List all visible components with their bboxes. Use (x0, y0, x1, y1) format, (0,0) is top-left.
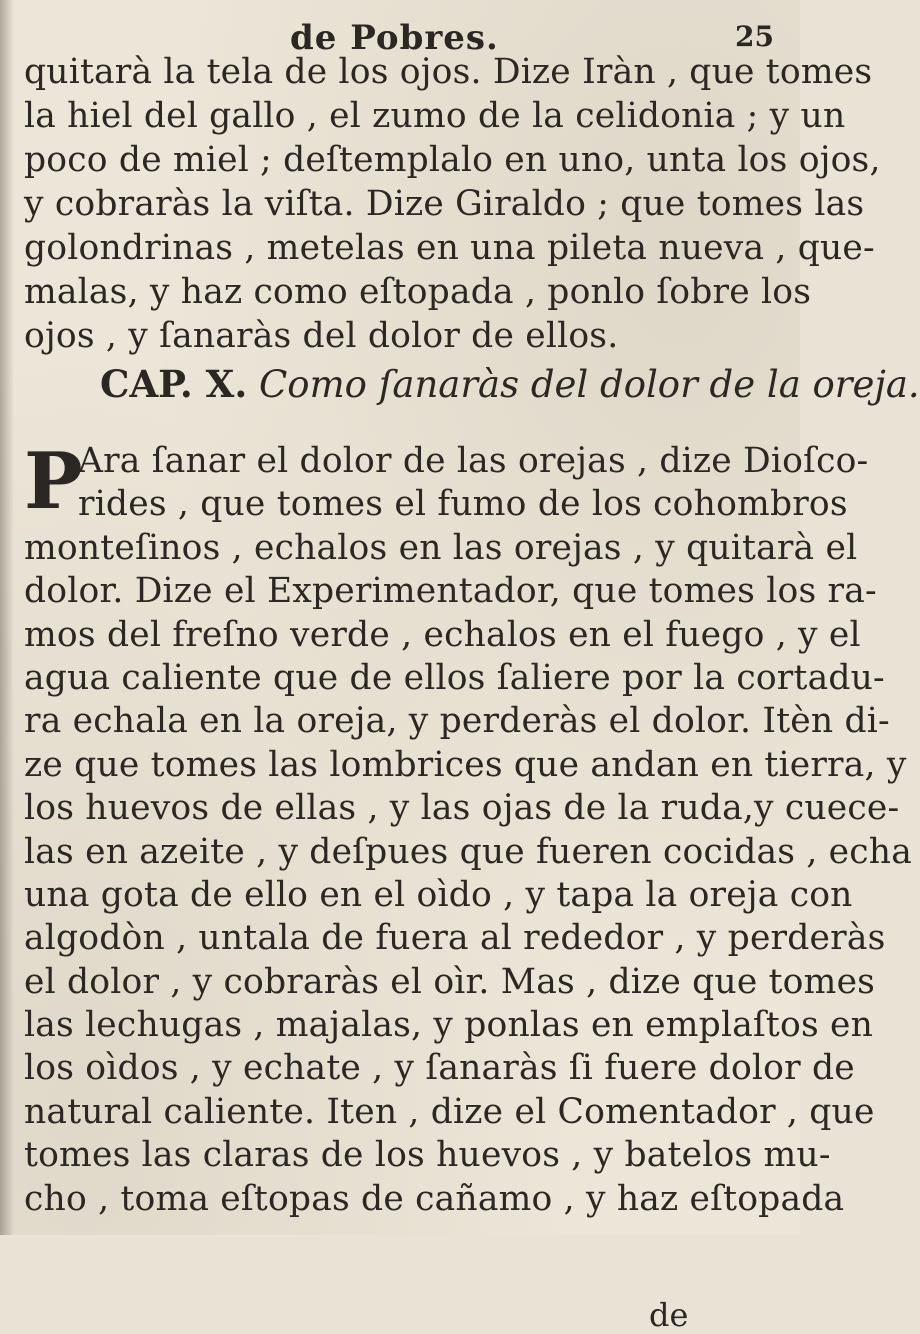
text-line: malas, y haz como eſtopada , ponlo ſobre los (24, 272, 812, 312)
text-line: poco de miel ; deſtemplalo en uno, unta los ojos, (24, 140, 881, 180)
chapter-body (24, 436, 912, 1334)
text-line: las en azeite , y deſpues que fueren cocidas , echa (24, 831, 912, 872)
text-line: las lechugas , majalas, y ponlas en emplaſtos en (24, 1005, 874, 1046)
drop-cap: P (24, 436, 83, 527)
page-gutter-shadow (0, 0, 14, 1235)
text-line: el dolor , y cobraràs el oìr. Mas , dize que tomes (24, 961, 876, 1002)
text-line: cho , toma eſtopas de cañamo , y haz eſtopada (24, 1178, 845, 1219)
text-line: y cobraràs la viſta. Dize Giraldo ; que tomes las (24, 184, 865, 224)
text-line: mos del freſno verde , echalos en el fuego , y el (24, 614, 861, 655)
text-line: golondrinas , metelas en una pileta nueva , que- (24, 228, 875, 268)
chapter-heading (100, 362, 920, 406)
running-title: de Pobres. (290, 18, 499, 58)
text-line: rides , que tomes el fumo de los cohombros (78, 484, 848, 525)
text-line: quitarà la tela de los ojos. Dize Iràn , que tomes (24, 52, 873, 92)
text-line: algodòn , untala de fuera al rededor , y perderàs (24, 918, 886, 959)
text-line: agua caliente que de ellos ſaliere por la cortadu- (24, 657, 885, 698)
text-line: natural caliente. Iten , dize el Comentador , que (24, 1091, 875, 1132)
text-line: dolor. Dize el Experimentador, que tomes los ra- (24, 571, 877, 612)
text-line: ojos , y ſanaràs del dolor de ellos. (24, 316, 619, 356)
text-line: Ara ſanar el dolor de las orejas , dize Dioſco- (78, 441, 869, 481)
text-line: ra echala en la oreja, y perderàs el dolor. Itèn di- (24, 701, 890, 742)
text-line: una gota de ello en el oìdo , y tapa la oreja con (24, 874, 853, 915)
page-number: 25 (735, 20, 774, 53)
chapter-label: CAP. X. (100, 362, 248, 406)
text-line: monteſinos , echalos en las orejas , y quitarà el (24, 527, 858, 568)
chapter-title: Como ſanaràs del dolor de la oreja. (258, 363, 920, 406)
text-line: tomes las claras de los huevos , y batelos mu- (24, 1135, 831, 1176)
text-line: los oìdos , y echate , y ſanaràs ſi fuere dolor de (24, 1048, 855, 1089)
catchword: de (649, 1296, 689, 1334)
text-line: los huevos de ellas , y las ojas de la ruda,y cuece- (24, 788, 900, 829)
paragraph-one (24, 50, 881, 358)
text-line: ze que tomes las lombrices que andan en tierra, y (24, 744, 907, 785)
text-line: la hiel del gallo , el zumo de la celidonia ; y un (24, 96, 846, 136)
